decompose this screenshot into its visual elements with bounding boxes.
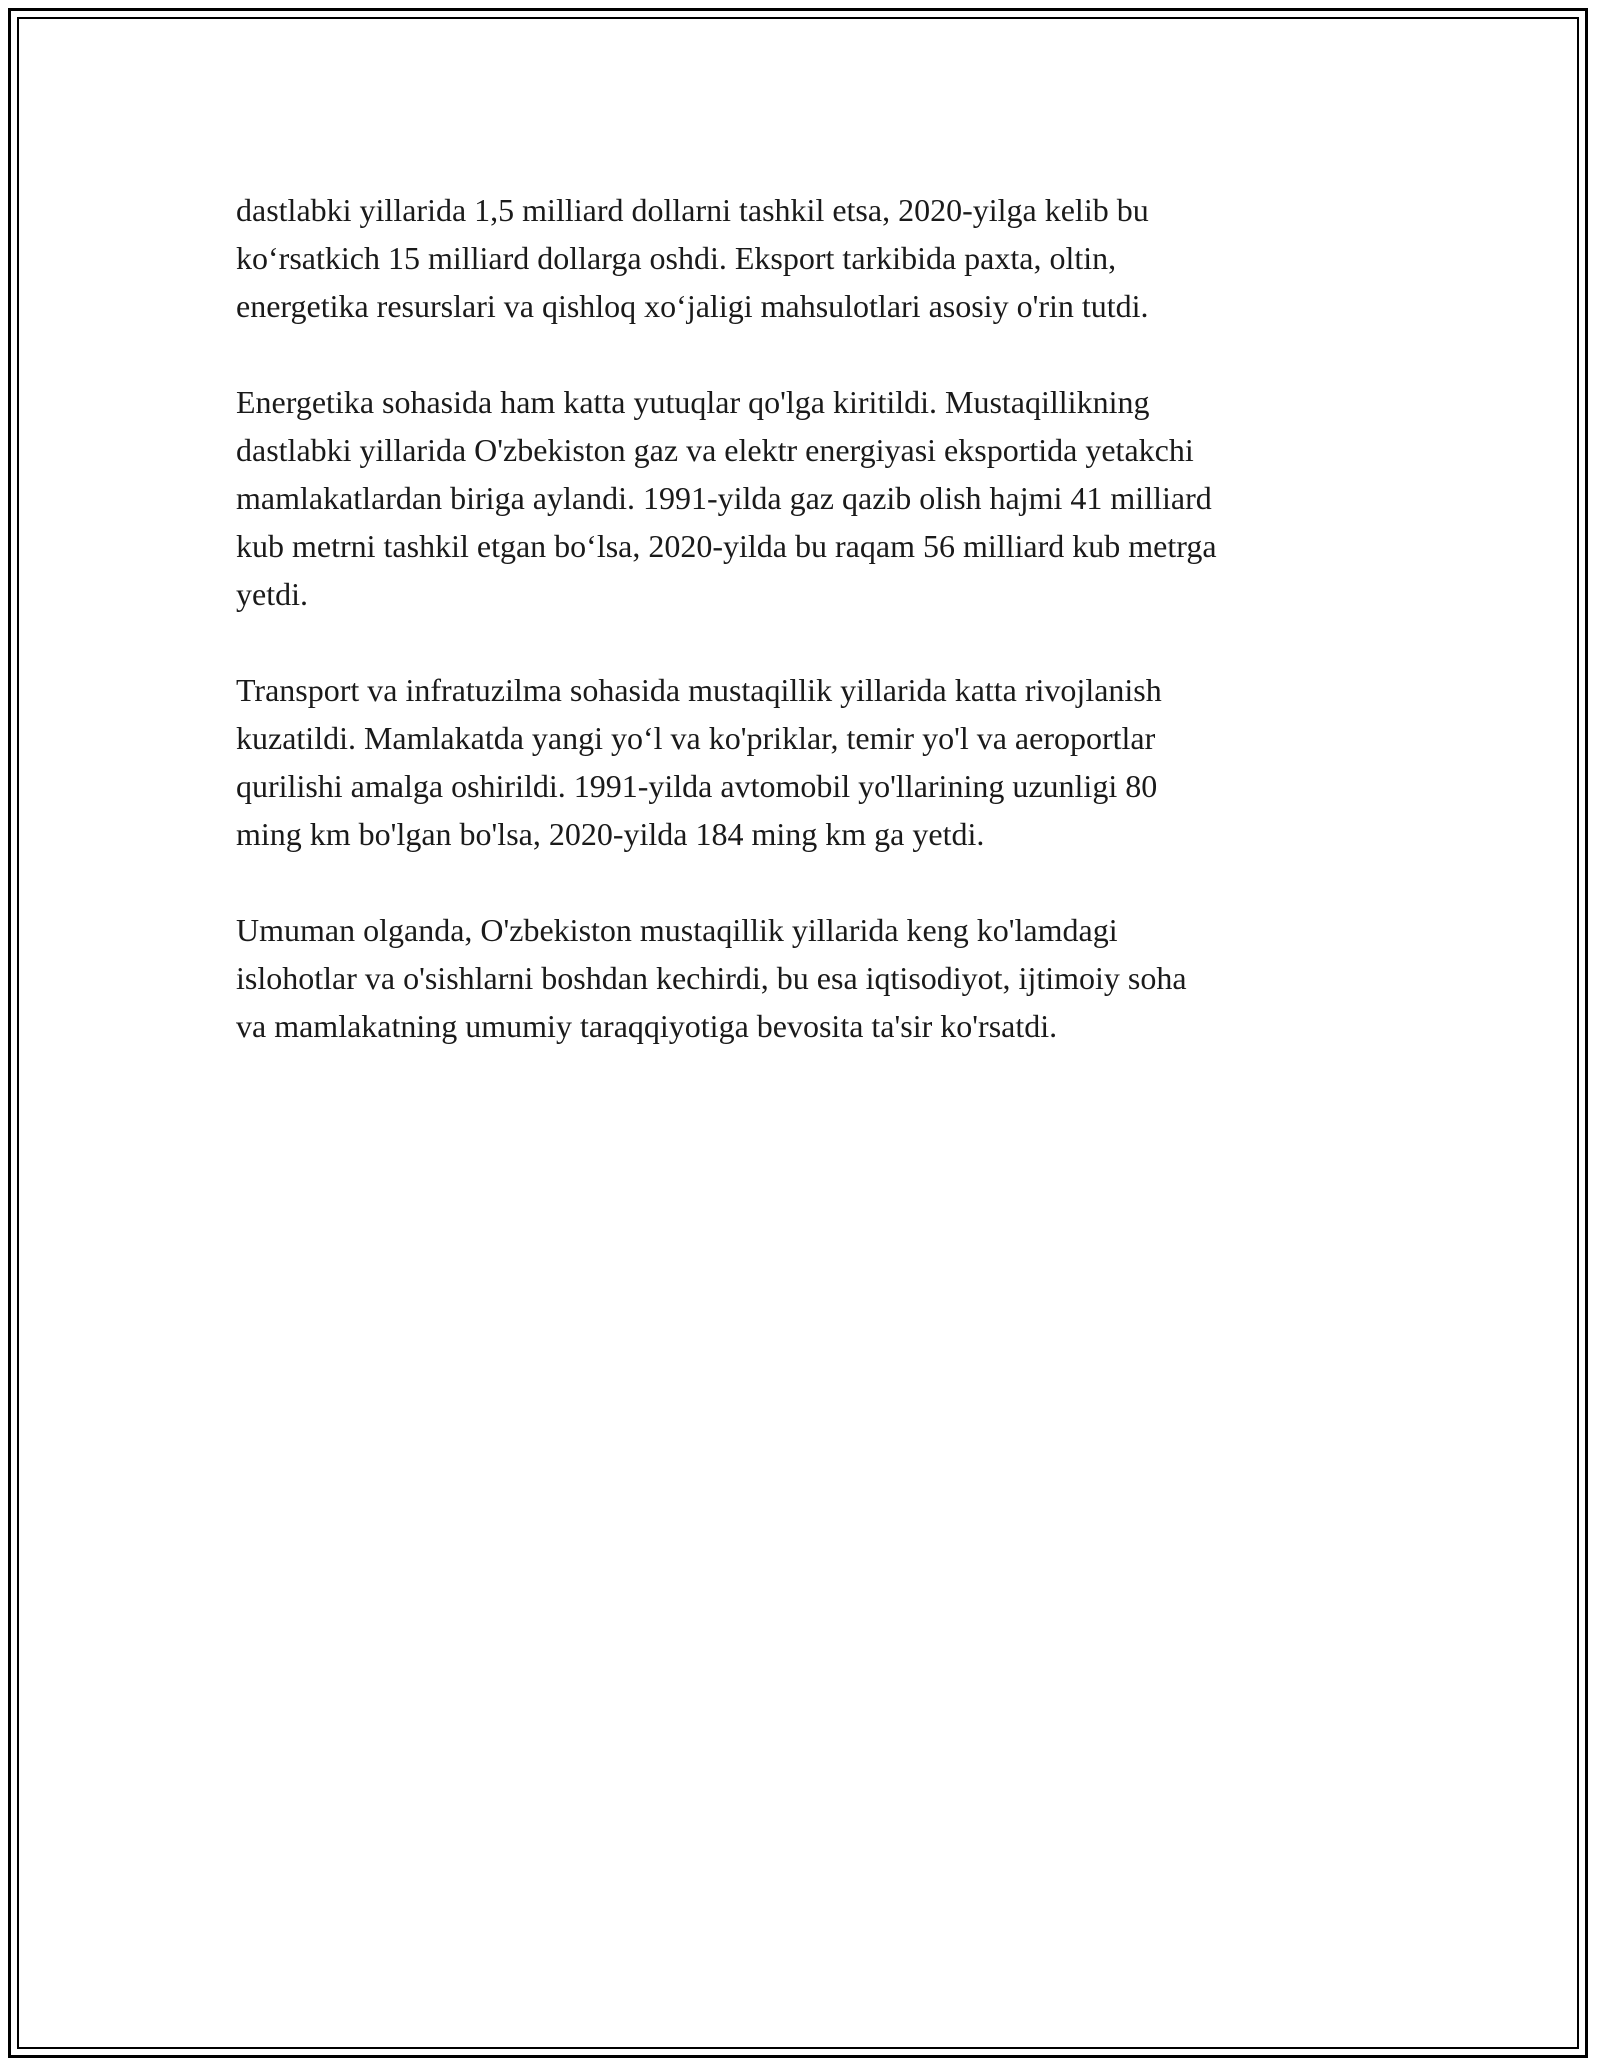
text-line: yetdi. (236, 576, 308, 612)
text-line: ko‘rsatkich 15 milliard dollarga oshdi. Eksport tarkibida paxta, oltin, (236, 240, 1117, 276)
text-line: kuzatildi. Mamlakatda yangi yo‘l va ko'priklar, temir yo'l va aeroportlar (236, 720, 1156, 756)
text-line: Umuman olganda, O'zbekiston mustaqillik yillarida keng ko'lamdagi (236, 912, 1118, 948)
document-body (236, 186, 1386, 1098)
text-line: dastlabki yillarida 1,5 milliard dollarni tashkil etsa, 2020-yilga kelib bu (236, 192, 1149, 228)
paragraph-conclusion (236, 906, 1386, 1050)
text-line: ming km bo'lgan bo'lsa, 2020-yilda 184 ming km ga yetdi. (236, 816, 985, 852)
text-line: islohotlar va o'sishlarni boshdan kechirdi, bu esa iqtisodiyot, ijtimoiy soha (236, 960, 1187, 996)
text-line: va mamlakatning umumiy taraqqiyotiga bevosita ta'sir ko'rsatdi. (236, 1008, 1058, 1044)
text-line: mamlakatlardan biriga aylandi. 1991-yilda gaz qazib olish hajmi 41 milliard (236, 480, 1212, 516)
text-line: Energetika sohasida ham katta yutuqlar qo'lga kiritildi. Mustaqillikning (236, 384, 1150, 420)
paragraph-transport (236, 666, 1386, 858)
text-line: qurilishi amalga oshirildi. 1991-yilda avtomobil yo'llarining uzunligi 80 (236, 768, 1158, 804)
paragraph-energy (236, 378, 1386, 618)
text-line: Transport va infratuzilma sohasida mustaqillik yillarida katta rivojlanish (236, 672, 1162, 708)
text-line: kub metrni tashkil etgan bo‘lsa, 2020-yilda bu raqam 56 milliard kub metrga (236, 528, 1217, 564)
paragraph-export (236, 186, 1386, 330)
text-line: energetika resurslari va qishloq xo‘jaligi mahsulotlari asosiy o'rin tutdi. (236, 288, 1149, 324)
text-line: dastlabki yillarida O'zbekiston gaz va elektr energiyasi eksportida yetakchi (236, 432, 1194, 468)
